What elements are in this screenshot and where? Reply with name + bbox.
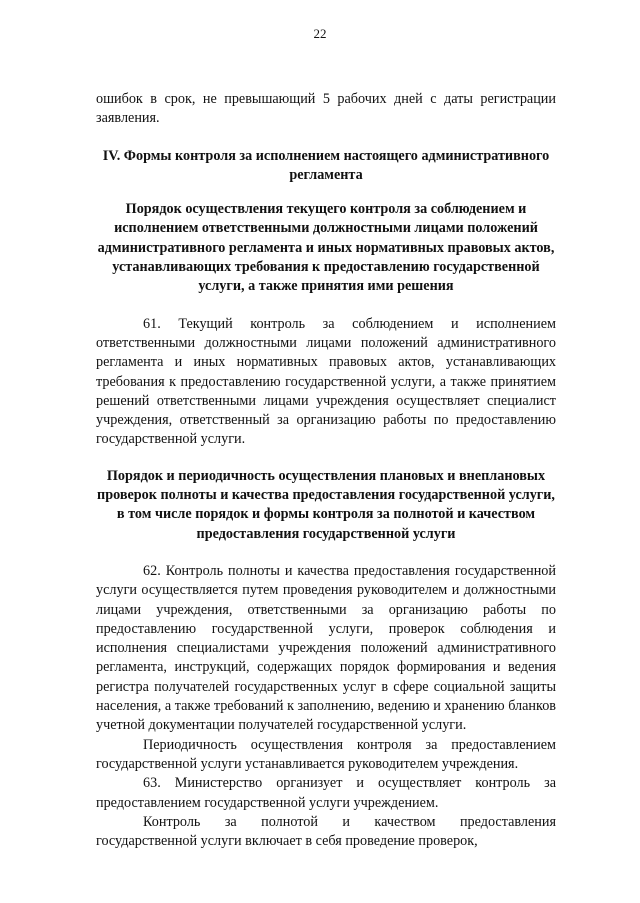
paragraph-periodicity: Периодичность осуществления контроля за предоставлением государственной услуги устанавливается руководителем учреждения. xyxy=(96,736,556,772)
subheading-current-control: Порядок осуществления текущего контроля за соблюдением и исполнением ответственными должностными лицами положений административного регламента и иных нормативных правовых актов, устанавливающих требования к предоставлению государственной услуги, а также принятия ими решения xyxy=(97,201,555,295)
paragraph-63: 63. Министерство организует и осуществляет контроль за предоставлением государственной услуги учреждением. xyxy=(96,775,556,811)
document-body xyxy=(96,90,556,851)
page-number: 22 xyxy=(313,26,327,41)
paragraph-control-includes: Контроль за полнотой и качеством предоставления государственной услуги включает в себя проведение проверок, xyxy=(96,813,556,850)
paragraph-61: 61. Текущий контроль за соблюдением и исполнением ответственными должностными лицами положений административного регламента и иных нормативных правовых актов, устанавливающих требования к предоставлению государственной услуги, а также принятием решений ответственными лицами учреждения осуществляет специалист учреждения, ответственный за организацию работы по предоставлению государственной услуги. xyxy=(96,315,556,448)
subheading-inspections: Порядок и периодичность осуществления плановых и внеплановых проверок полноты и качества предоставления государственной услуги, в том числе порядок и формы контроля за полнотой и качеством предоставления государственной услуги xyxy=(97,467,555,542)
section-heading-iv: IV. Формы контроля за исполнением настоящего административного регламента xyxy=(102,147,550,183)
paragraph-continuation: ошибок в срок, не превышающий 5 рабочих дней с даты регистрации заявления. xyxy=(96,91,556,127)
paragraph-62: 62. Контроль полноты и качества предоставления государственной услуги осуществляется путем проведения руководителем и должностными лицами учреждения, ответственными за организацию работы по предоставлению государственной услуги, проверок соблюдения и исполнения специалистами учреждения положений административного регламента, инструкций, содержащих порядок формирования и ведения регистра получателей государственных услуг в сфере социальной защиты населения, а также требований к заполнению, ведению и хранению бланков учетной документации получателей государственной услуги. xyxy=(96,562,556,734)
